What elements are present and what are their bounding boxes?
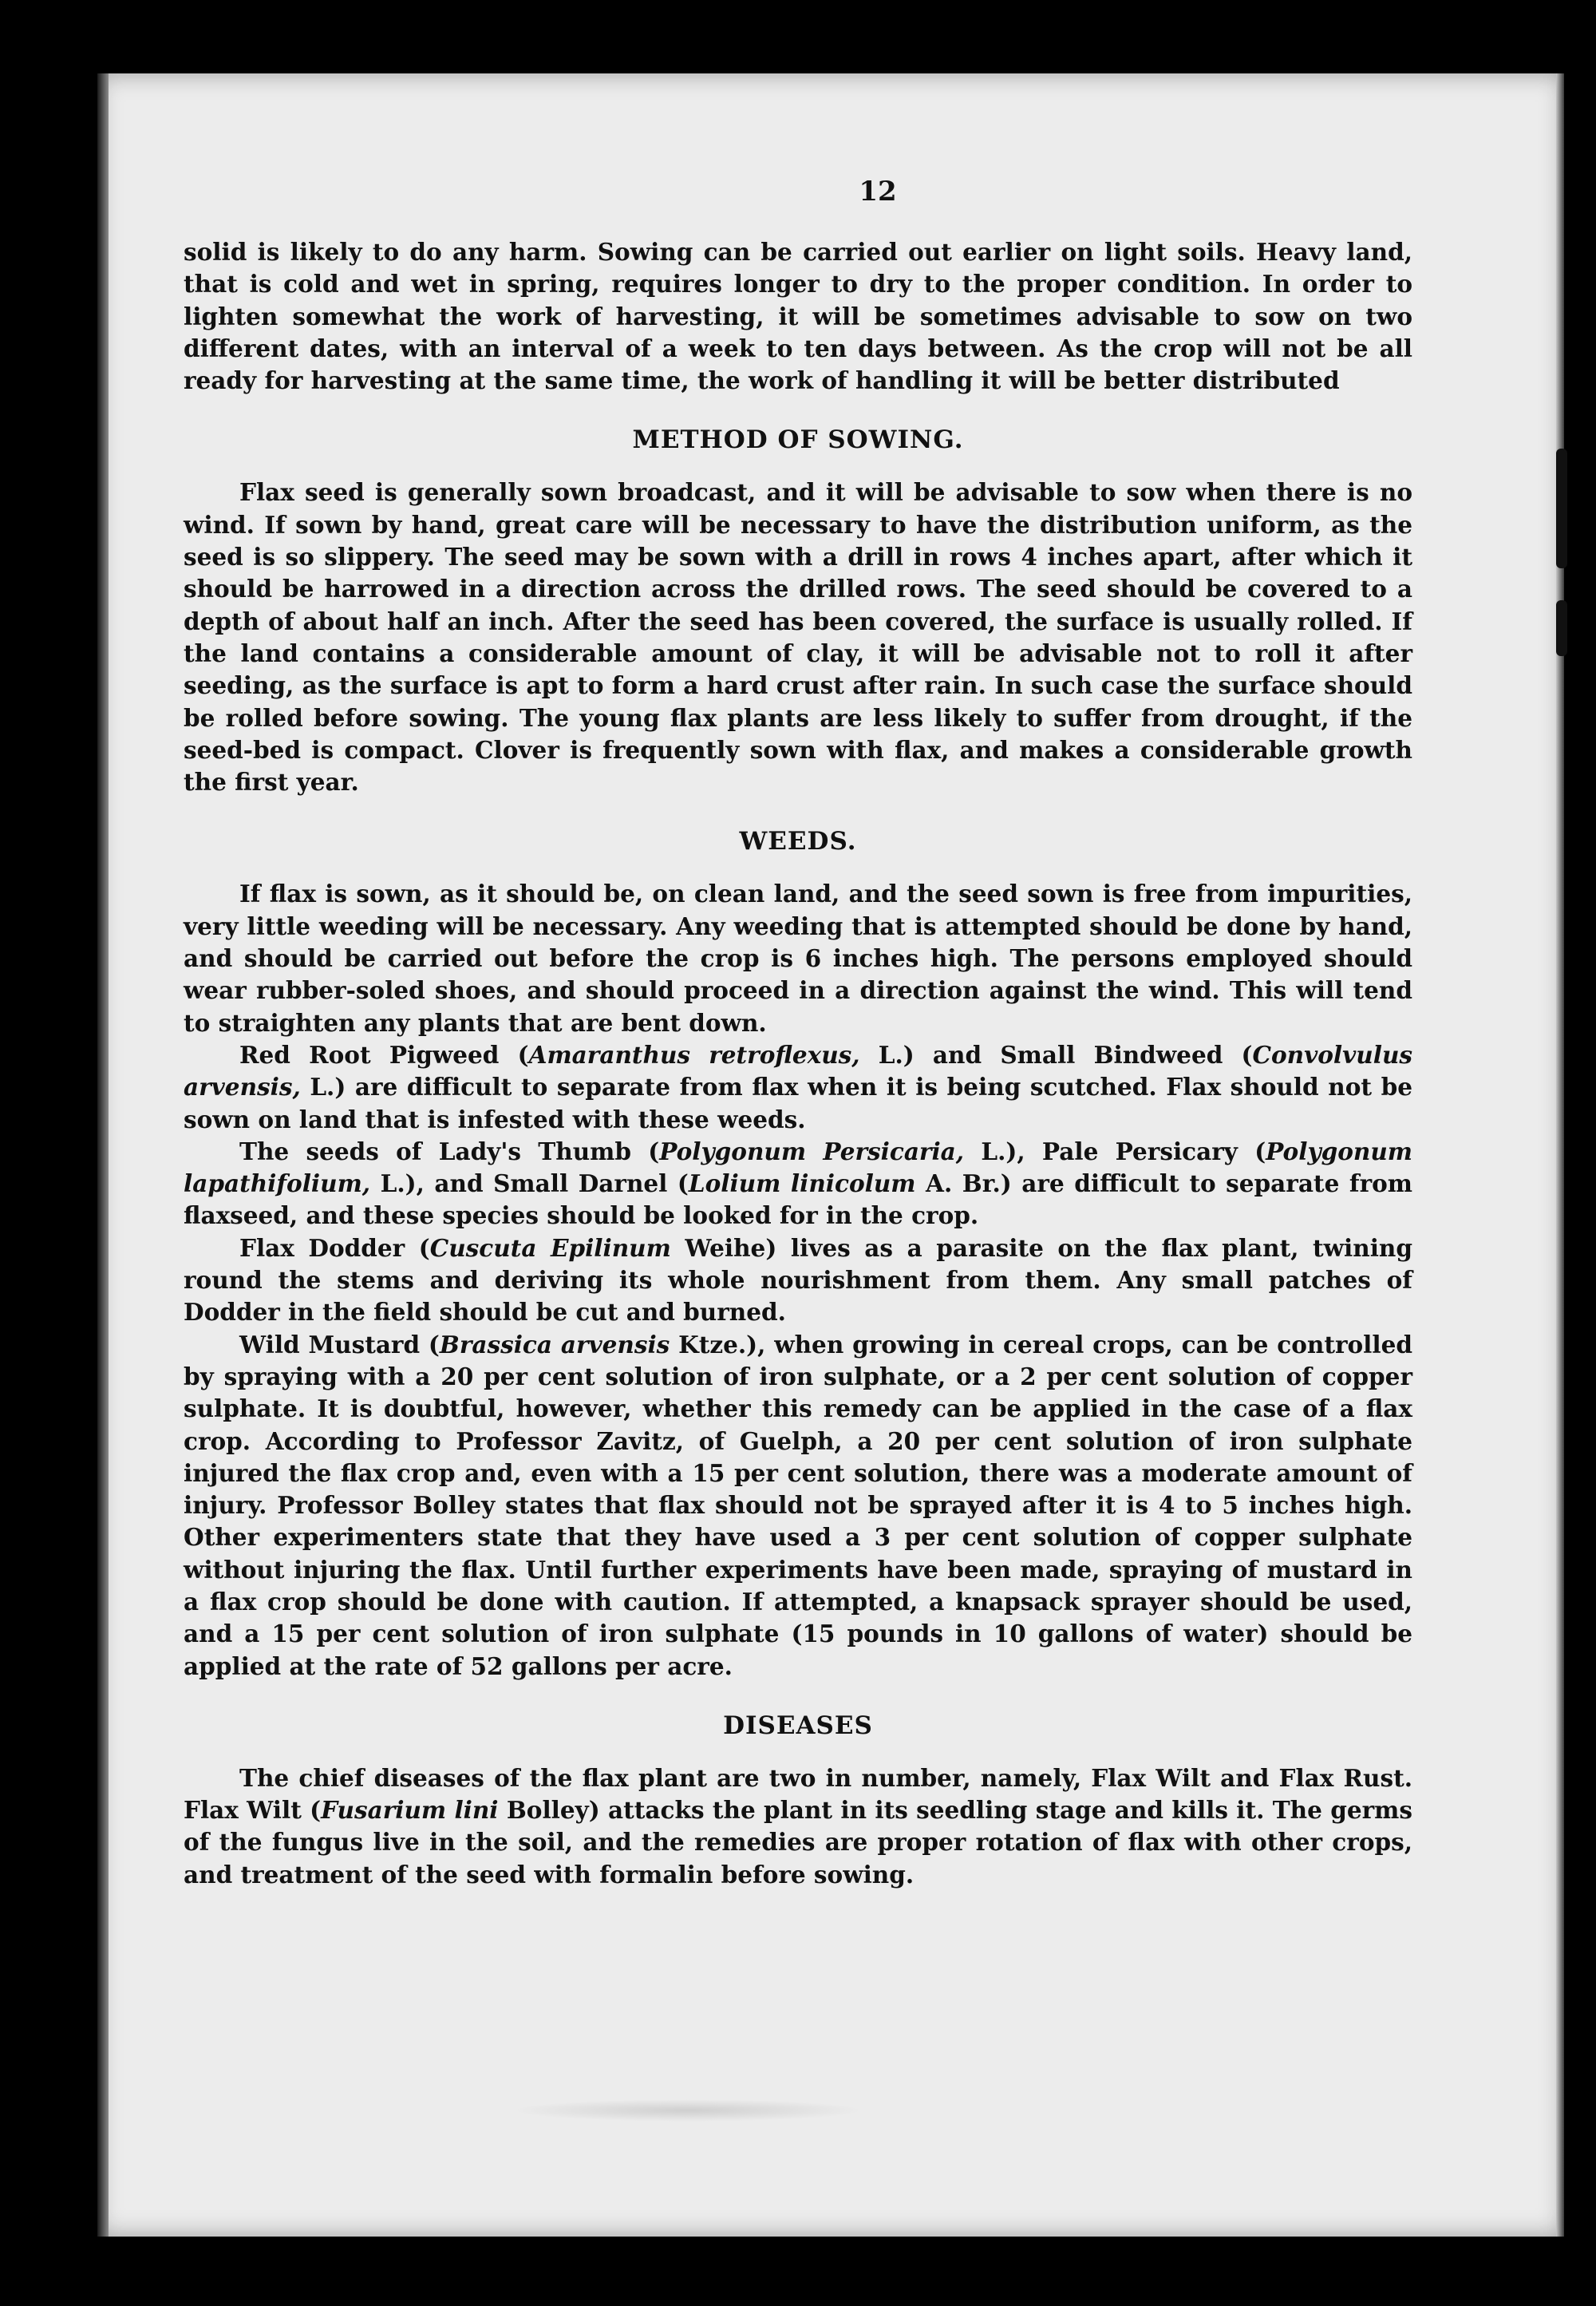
paragraph: The seeds of Lady's Thumb (Polygonum Persicaria, L.), Pale Persicary (Polygonum lapathifolium, L.), and Small Darnel (Lolium linicolum A. Br.) are difficult to separate from flaxseed, and these species should be looked for in the crop. [184, 1137, 1412, 1230]
ink-smudge [512, 2099, 863, 2122]
page-edge-left [97, 73, 109, 2237]
paragraph: If flax is sown, as it should be, on clean land, and the seed sown is free from impurities, very little weeding will be necessary. Any weeding that is attempted should be done by hand, and should be carried out before the crop is 6 inches high. The persons employed should wear rubber-soled shoes, and should proceed in a direction against the wind. This will tend to straighten any plants that are bent down. [184, 880, 1412, 1037]
scientific-name: Amaranthus retroflexus, [528, 1040, 860, 1069]
page-number: 12 [859, 176, 897, 208]
page-content [184, 168, 1412, 1891]
paragraph: Flax Dodder (Cuscuta Epilinum Weihe) lives as a parasite on the flax plant, twining round the stems and deriving its whole nourishment from them. Any small patches of Dodder in the field should be cut and burned. [184, 1233, 1412, 1327]
paragraph: Red Root Pigweed (Amaranthus retroflexus, L.) and Small Bindweed (Convolvulus arvensis, L.) are difficult to separate from flax when it is being scutched. Flax should not be sown on land that is infested with these weeds. [184, 1040, 1412, 1133]
paragraph: Wild Mustard (Brassica arvensis Ktze.), when growing in cereal crops, can be controlled by spraying with a 20 per cent solution of iron sulphate, or a 2 per cent solution of copper sulphate. It is doubtful, however, whether this remedy can be applied in the case of a flax crop. According to Professor Zavitz, of Guelph, a 20 per cent solution of iron sulphate injured the flax crop and, even with a 15 per cent solution, there was a moderate amount of injury. Professor Bolley states that flax should not be sprayed after it is 4 to 5 inches high. Other experimenters state that they have used a 3 per cent solution of copper sulphate without injuring the flax. Until further experiments have been made, spraying of mustard in a flax crop should be done with caution. If attempted, a knapsack sprayer should be used, and a 15 per cent solution of iron sulphate (15 pounds in 10 gallons of water) should be applied at the rate of 52 gallons per acre. [184, 1330, 1412, 1680]
page-edge-right [1556, 73, 1564, 2237]
section-heading-method-of-sowing: METHOD OF SOWING. [632, 425, 964, 455]
binding-mark [1556, 600, 1567, 656]
scientific-name: Convolvulus arvensis, [184, 1040, 1412, 1102]
binding-mark [1556, 449, 1567, 568]
section-heading-weeds: WEEDS. [739, 827, 857, 856]
section-heading-diseases: DISEASES [723, 1711, 873, 1740]
intro-paragraph: solid is likely to do any harm. Sowing can be carried out earlier on light soils. Heavy land, that is cold and wet in spring, requires longer to dry to the proper condition. In order to lighten somewhat the work of harvesting, it will be sometimes advisable to sow on two different dates, with an interval of a week to ten days between. As the crop will not be all ready for harvesting at the same time, the work of handling it will be better distributed [184, 238, 1412, 395]
scientific-name: Brassica arvensis [439, 1330, 670, 1359]
paragraph: The chief diseases of the flax plant are two in number, namely, Flax Wilt and Flax Rust. Flax Wilt (Fusarium lini Bolley) attacks the plant in its seedling stage and kills it. The germs of the fungus live in the soil, and the remedies are proper rotation of flax with other crops, and treatment of the seed with formalin before sowing. [184, 1763, 1412, 1889]
paragraph: Flax seed is generally sown broadcast, and it will be advisable to sow when there is no wind. If sown by hand, great care will be necessary to have the distribution uniform, as the seed is so slippery. The seed may be sown with a drill in rows 4 inches apart, after which it should be harrowed in a direction across the drilled rows. The seed should be covered to a depth of about half an inch. After the seed has been covered, the surface is usually rolled. If the land contains a considerable amount of clay, it will be advisable not to roll it after seeding, as the surface is apt to form a hard crust after rain. In such case the surface should be rolled before sowing. The young flax plants are less likely to suffer from drought, if the seed-bed is compact. Clover is frequently sown with flax, and makes a considerable growth the first year. [184, 478, 1412, 797]
scientific-name: Cuscuta Epilinum [429, 1233, 671, 1262]
scientific-name: Fusarium lini [321, 1796, 499, 1825]
scientific-name: Polygonum Persicaria, [659, 1137, 965, 1165]
scientific-name: Lolium linicolum [688, 1169, 916, 1198]
scientific-name: Polygonum lapathifolium, [184, 1137, 1412, 1198]
